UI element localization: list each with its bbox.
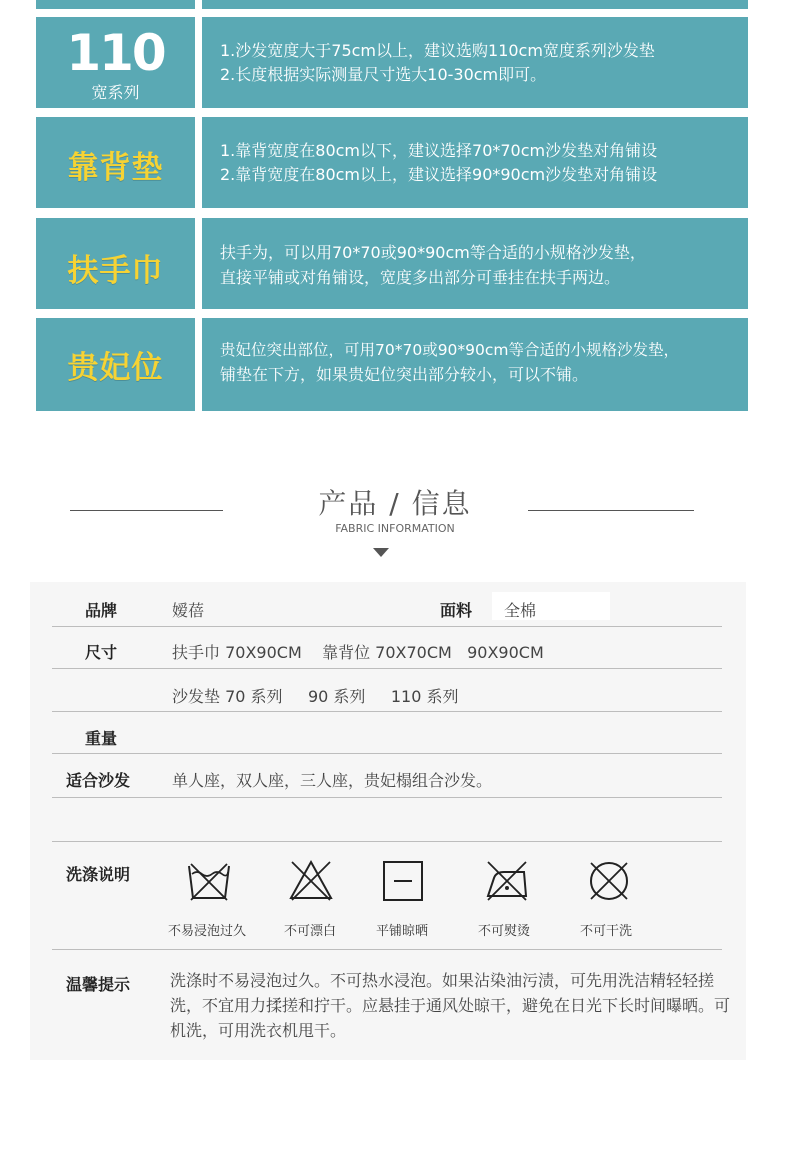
size-label: 尺寸 — [85, 643, 118, 662]
size-line-1: 扶手巾 70X90CM 靠背位 70X70CM 90X90CM — [172, 643, 544, 662]
heading-down-arrow-icon — [373, 548, 389, 557]
row-divider-2 — [52, 668, 722, 669]
tip-text: 洗涤时不易浸泡过久。不可热水浸泡。如果沾染油污渍，可先用洗洁精轻轻搓洗，不宜用力揉搓和拧干。应悬挂于通风处晾干，避免在日光下长时间曝晒。可机洗，可用洗衣机甩干。 — [170, 971, 731, 1040]
row-chaise-title: 贵妃位 — [67, 350, 164, 386]
no-long-soak-icon — [186, 858, 232, 904]
row-armrest-desc-block — [202, 218, 748, 309]
no-dry-clean-label: 不可干洗 — [580, 924, 633, 939]
heading-title: 产品 / 信息 — [318, 487, 472, 520]
row-divider-1 — [52, 626, 722, 627]
row-110-number: 110 — [66, 24, 165, 82]
no-long-soak-label: 不易浸泡过久 — [168, 924, 247, 939]
row-backrest-title: 靠背垫 — [67, 150, 164, 186]
fit-sofa-value: 单人座，双人座，三人座，贵妃榻组合沙发。 — [172, 771, 493, 790]
section-heading — [0, 470, 790, 570]
row-backrest-title-block — [36, 117, 195, 208]
row-110-line-1: 1.沙发宽度大于75cm以上，建议选购110cm宽度系列沙发垫 — [220, 41, 655, 60]
tip-label: 温馨提示 — [66, 975, 131, 994]
row-backrest-line-2: 2.靠背宽度在80cm以上，建议选择90*90cm沙发垫对角铺设 — [220, 165, 658, 184]
dry-flat-label: 平铺晾晒 — [376, 924, 429, 939]
fit-sofa-label: 适合沙发 — [66, 771, 131, 790]
size-line-2: 沙发垫 70 系列 90 系列 110 系列 — [172, 687, 459, 706]
row-divider-4 — [52, 753, 722, 754]
prev-row-right-block — [202, 0, 748, 9]
row-backrest-line-1: 1.靠背宽度在80cm以下，建议选择70*70cm沙发垫对角铺设 — [220, 141, 658, 160]
row-chaise-line-1: 贵妃位突出部位，可用70*70或90*90cm等合适的小规格沙发垫， — [220, 341, 680, 359]
row-110-title-block — [36, 17, 195, 108]
no-iron-label: 不可熨烫 — [478, 924, 531, 939]
product-info-panel — [30, 582, 746, 1060]
row-divider-7 — [52, 949, 722, 950]
row-armrest-title: 扶手巾 — [67, 253, 164, 289]
no-dry-clean-icon — [586, 858, 632, 904]
row-armrest-title-block — [36, 218, 195, 309]
row-110-desc-block — [202, 17, 748, 108]
row-110-subtitle: 宽系列 — [91, 83, 140, 102]
fabric-label: 面料 — [440, 601, 473, 620]
heading-subtitle: FABRIC INFORMATION — [335, 522, 455, 535]
dry-flat-icon — [380, 858, 426, 904]
row-divider-5 — [52, 797, 722, 798]
no-bleach-label: 不可漂白 — [284, 924, 337, 939]
weight-label: 重量 — [85, 729, 118, 748]
row-armrest-line-1: 扶手为，可以用70*70或90*90cm等合适的小规格沙发垫， — [220, 243, 646, 262]
row-divider-3 — [52, 711, 722, 712]
row-armrest-line-2: 直接平铺或对角铺设，宽度多出部分可垂挂在扶手两边。 — [220, 268, 621, 287]
no-iron-icon — [484, 858, 530, 904]
no-bleach-icon — [288, 858, 334, 904]
row-chaise-title-block — [36, 318, 195, 411]
fabric-value: 全棉 — [504, 601, 537, 620]
brand-label: 品牌 — [85, 601, 118, 620]
prev-row-left-block — [36, 0, 195, 9]
row-110-line-2: 2.长度根据实际测量尺寸选大10-30cm即可。 — [220, 65, 547, 84]
row-chaise-desc-block — [202, 318, 748, 411]
brand-value: 嫒蓓 — [172, 601, 205, 620]
row-chaise-line-2: 铺垫在下方，如果贵妃位突出部分较小，可以不铺。 — [220, 365, 589, 384]
row-divider-6 — [52, 841, 722, 842]
row-backrest-desc-block — [202, 117, 748, 208]
wash-label: 洗涤说明 — [66, 865, 131, 884]
